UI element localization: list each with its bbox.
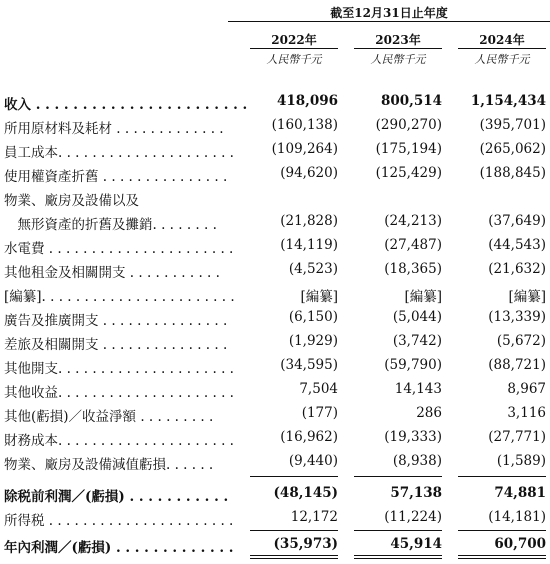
cell-value: (395,701) [479, 117, 546, 133]
year-header-2022: 2022年 [271, 33, 317, 47]
cell-value: (4,523) [288, 261, 338, 277]
year-underline [250, 48, 338, 49]
cell-value: (19,333) [384, 429, 442, 445]
cell-value: (1,929) [288, 333, 338, 349]
row-label: 財務成本. . . . . . . . . . . . . . . . . . . . . [4, 433, 234, 449]
row-label: 其他租金及相關開支 . . . . . . . . . . . [4, 265, 220, 281]
cell-value: (1,589) [496, 453, 546, 469]
cell-value: (16,962) [280, 429, 338, 445]
unit-label: 人民幣千元 [370, 53, 426, 66]
row-label: 其他(虧損)／收益淨額 . . . . . . . . . [4, 409, 214, 425]
header-rule [228, 21, 550, 22]
cell-value: (125,429) [375, 165, 442, 181]
cell-value: (94,620) [280, 165, 338, 181]
cell-value: (8,938) [392, 453, 442, 469]
cell-value: (177) [301, 405, 338, 421]
row-label: 物業、廠房及設備以及 [4, 193, 139, 209]
year-underline [354, 48, 442, 49]
cell-value: (5,672) [496, 333, 546, 349]
cell-value: (109,264) [271, 141, 338, 157]
cell-value: (6,150) [288, 309, 338, 325]
cell-value: (265,062) [479, 141, 546, 157]
cell-value: 57,138 [390, 485, 442, 501]
row-label: 所得税 . . . . . . . . . . . . . . . . . . . . . . [4, 513, 234, 529]
cell-value: [編纂] [404, 289, 442, 305]
year-header-2023: 2023年 [375, 33, 421, 47]
unit-label: 人民幣千元 [474, 53, 530, 66]
subtotal-rule [250, 530, 338, 531]
row-label: 員工成本. . . . . . . . . . . . . . . . . . . . . [4, 145, 234, 161]
cell-value: (14,181) [488, 509, 546, 525]
cell-value: [編纂] [508, 289, 546, 305]
total-double-rule [250, 555, 338, 556]
cell-value: 1,154,434 [470, 93, 546, 109]
subtotal-rule [354, 476, 442, 477]
row-label: 無形資產的折舊及攤銷. . . . . . . . [4, 217, 217, 233]
row-label: 使用權資產折舊 . . . . . . . . . . . . . . . [4, 169, 228, 185]
cell-value: (21,632) [488, 261, 546, 277]
cell-value: (37,649) [488, 213, 546, 229]
row-label: 差旅及相關開支 . . . . . . . . . . . . . . . [4, 337, 228, 353]
cell-value: (18,365) [384, 261, 442, 277]
row-label: 收入 . . . . . . . . . . . . . . . . . . . . . . . [4, 97, 248, 113]
cell-value: (160,138) [271, 117, 338, 133]
row-label: 所用原材料及耗材 . . . . . . . . . . . . . [4, 121, 224, 137]
row-label: 物業、廠房及設備減值虧損. . . . . . [4, 457, 214, 473]
total-double-rule [458, 555, 546, 556]
row-label: 其他開支. . . . . . . . . . . . . . . . . . . . . [4, 361, 234, 377]
cell-value: 3,116 [507, 405, 546, 421]
cell-value: (11,224) [384, 509, 442, 525]
cell-value: 45,914 [390, 536, 442, 552]
total-double-rule [354, 558, 442, 559]
row-label: 水電費 . . . . . . . . . . . . . . . . . . . . . . [4, 241, 234, 257]
cell-value: 8,967 [507, 381, 546, 397]
cell-value: [編纂] [300, 289, 338, 305]
cell-value: (34,595) [280, 357, 338, 373]
cell-value: (24,213) [384, 213, 442, 229]
cell-value: (59,790) [384, 357, 442, 373]
cell-value: (21,828) [280, 213, 338, 229]
subtotal-rule [458, 476, 546, 477]
row-label: 其他收益. . . . . . . . . . . . . . . . . . . . . [4, 385, 234, 401]
period-header: 截至12月31日止年度 [330, 6, 448, 20]
total-double-rule [250, 558, 338, 559]
cell-value: (5,044) [392, 309, 442, 325]
year-header-2024: 2024年 [479, 33, 525, 47]
cell-value: (175,194) [375, 141, 442, 157]
year-underline [458, 48, 546, 49]
cell-value: (48,145) [273, 485, 338, 501]
unit-label: 人民幣千元 [266, 53, 322, 66]
cell-value: 800,514 [380, 93, 442, 109]
cell-value: (3,742) [392, 333, 442, 349]
cell-value: 418,096 [276, 93, 338, 109]
row-label: 除税前利潤／(虧損) . . . . . . . . . . . [4, 489, 229, 505]
cell-value: (35,973) [273, 536, 338, 552]
row-label: 廣告及推廣開支 . . . . . . . . . . . . . . . [4, 313, 228, 329]
cell-value: (44,543) [488, 237, 546, 253]
cell-value: (13,339) [488, 309, 546, 325]
subtotal-rule [458, 530, 546, 531]
cell-value: 74,881 [494, 485, 546, 501]
cell-value: (14,119) [280, 237, 338, 253]
row-label: 年內利潤／(虧損) . . . . . . . . . . . . . [4, 540, 234, 556]
total-double-rule [354, 555, 442, 556]
row-label: [編纂]. . . . . . . . . . . . . . . . . . . . . . . [4, 289, 235, 305]
cell-value: 286 [416, 405, 442, 421]
total-double-rule [458, 558, 546, 559]
cell-value: (290,270) [375, 117, 442, 133]
cell-value: (9,440) [288, 453, 338, 469]
cell-value: 12,172 [290, 509, 338, 525]
cell-value: 14,143 [394, 381, 442, 397]
subtotal-rule [354, 530, 442, 531]
subtotal-rule [250, 476, 338, 477]
cell-value: (27,487) [384, 237, 442, 253]
cell-value: 60,700 [494, 536, 546, 552]
cell-value: (27,771) [488, 429, 546, 445]
cell-value: 7,504 [299, 381, 338, 397]
cell-value: (188,845) [479, 165, 546, 181]
cell-value: (88,721) [488, 357, 546, 373]
